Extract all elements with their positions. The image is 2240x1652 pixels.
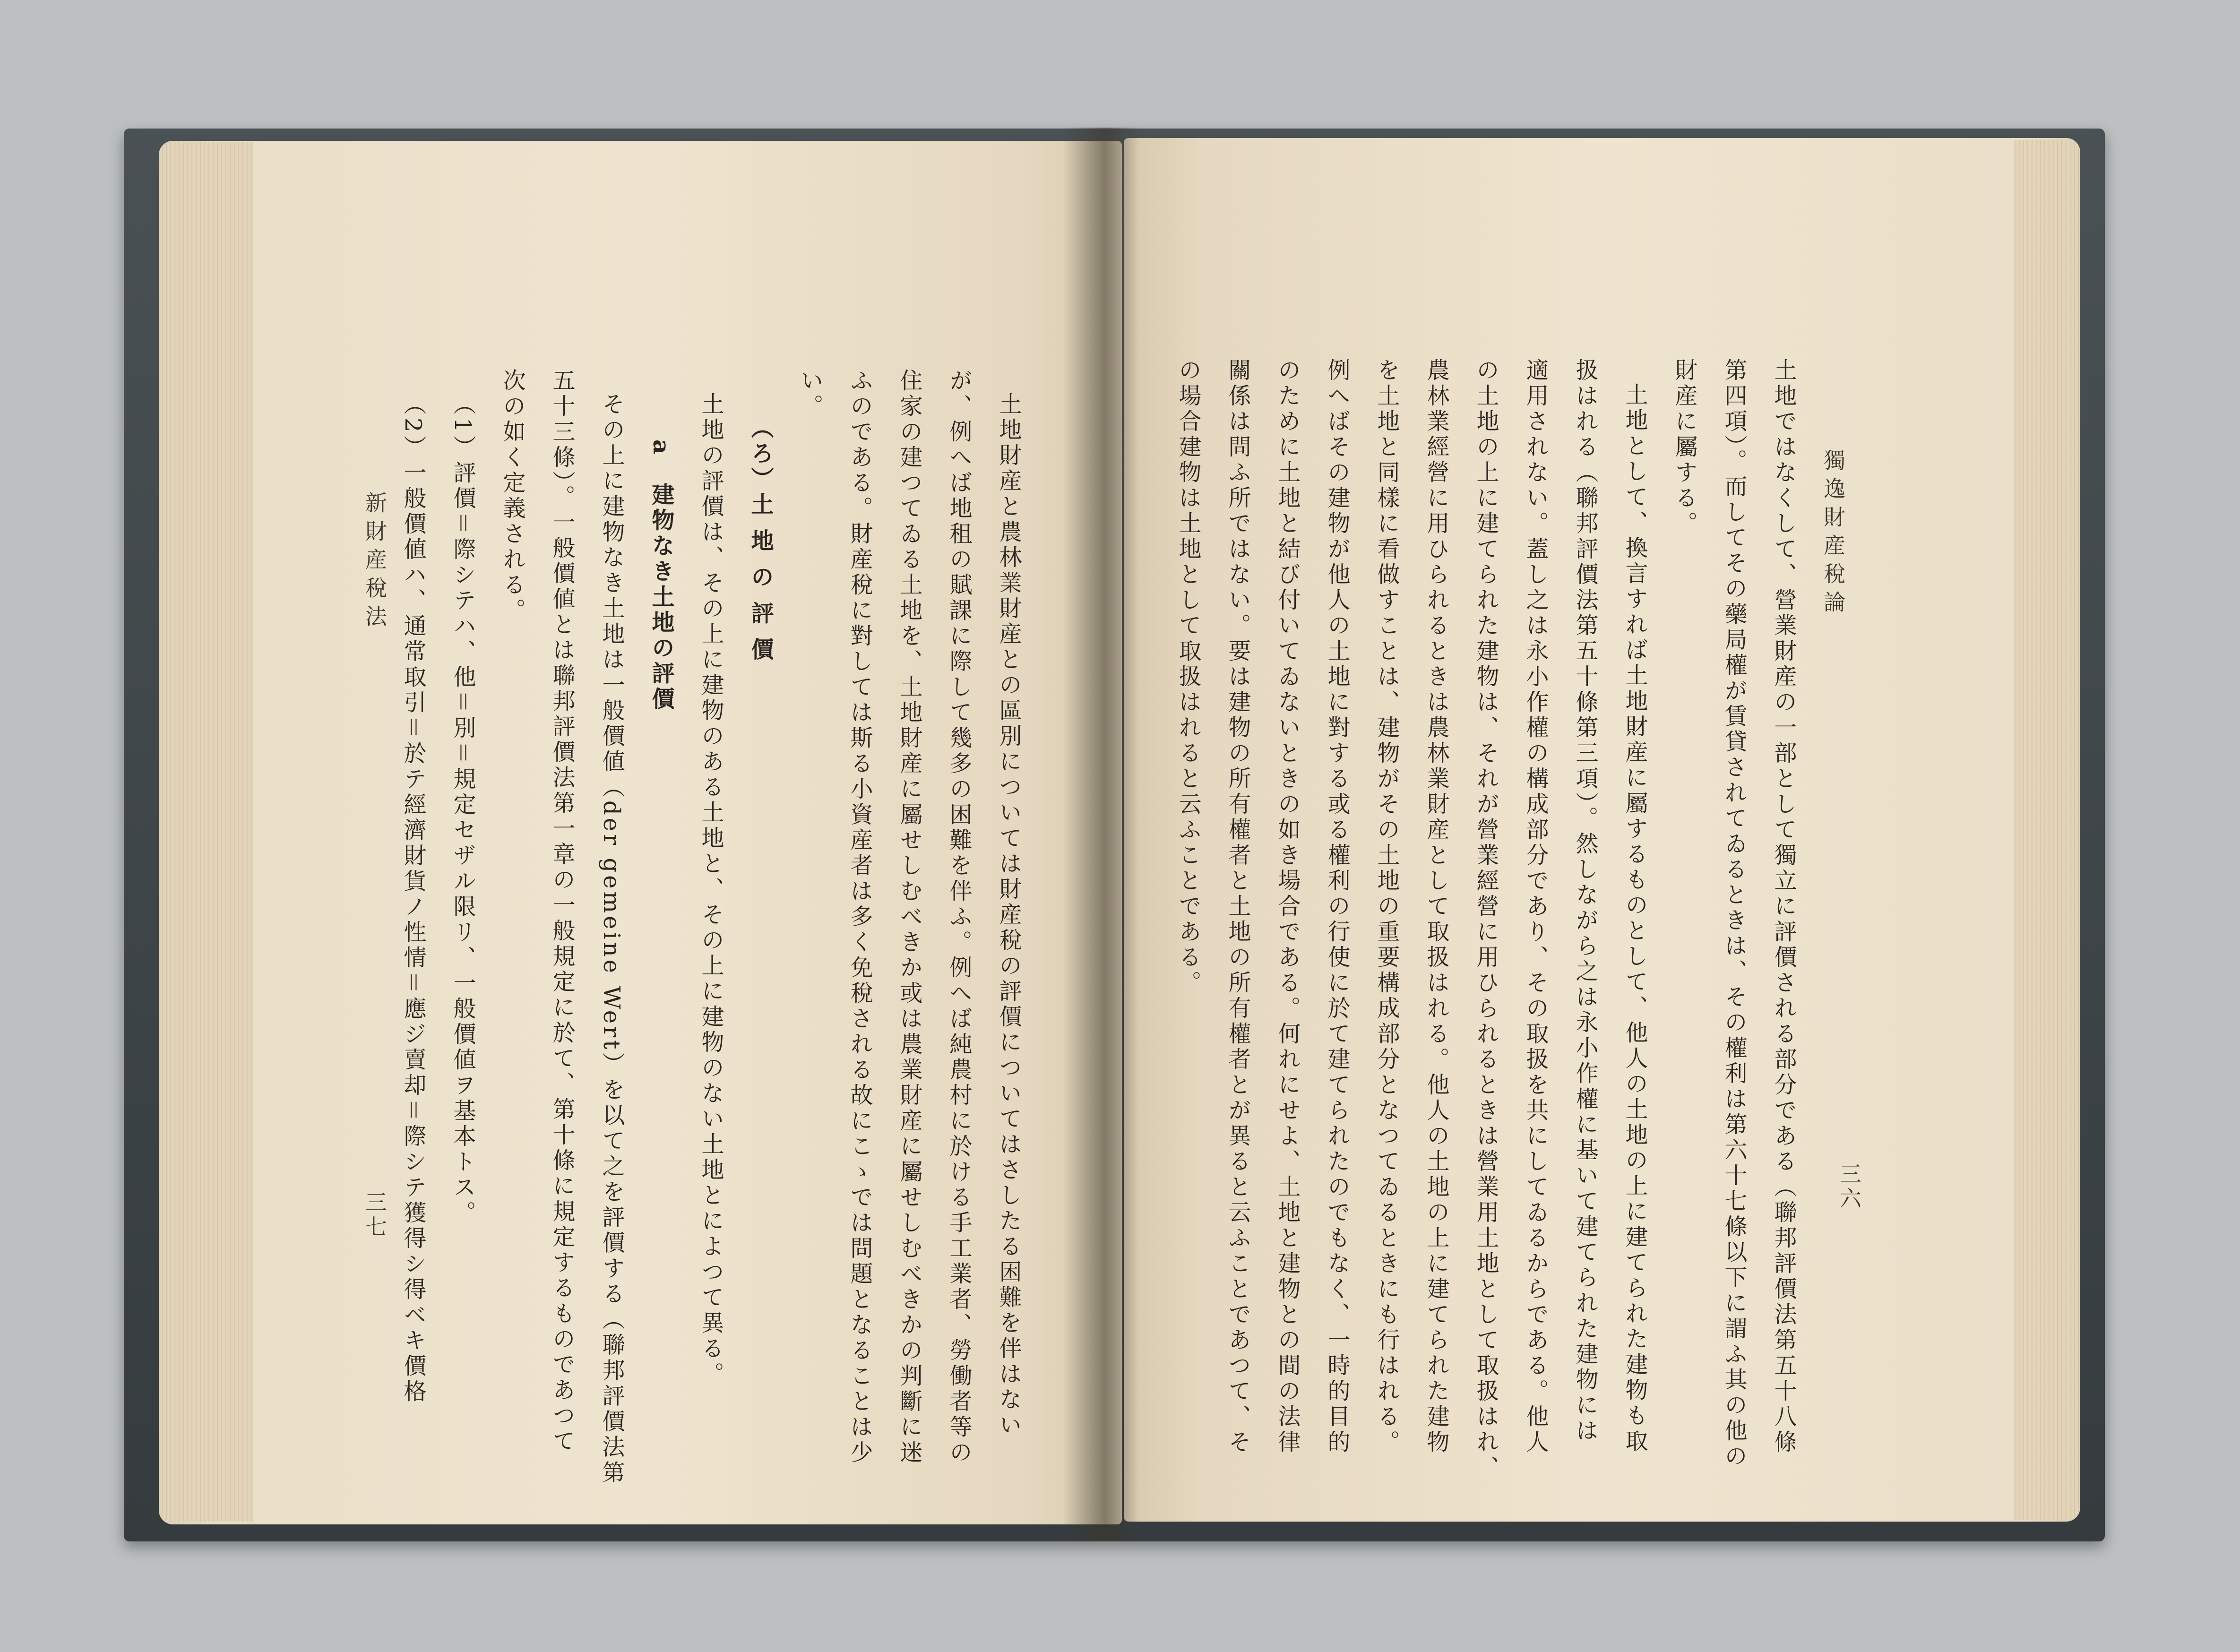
text-column: 土地財産と農林業財産との區別については財産稅の評價についてはさしたる困難を伴はない (995, 392, 1022, 1438)
text-column: 農林業經營に用ひられるときは農林業財産として取扱はれる。他人の土地の上に建てられた建物 (1423, 358, 1449, 1455)
subsection-heading: a 建物なき土地の評價 (648, 439, 674, 713)
text-column: い。 (797, 369, 823, 420)
page-number-right: 三六 (1836, 1162, 1862, 1212)
text-column: （1）評價＝際シテハ、他＝別＝規定セザル限リ、一般價値ヲ基本トス。 (449, 392, 476, 1226)
text-column: 次の如く定義される。 (499, 369, 526, 624)
text-column: 扱はれる（聯邦評價法第五十條第三項）。然しながら之は永小作權に基いて建てられた建物には (1572, 358, 1598, 1444)
left-page (159, 141, 1122, 1524)
text-column: 土地の評價は、その上に建物のある土地と、その上に建物のない土地とによつて異る。 (698, 392, 724, 1387)
left-page-edges (159, 142, 253, 1522)
text-column: 關係は問ふ所ではない。要は建物の所有權者と土地の所有權者とが異ると云ふことであつて、そ (1224, 358, 1251, 1455)
text-column: 住家の建つてゐる土地を、土地財産に屬せしむべきか或は農業財産に屬せしむべきかの判斷に迷 (896, 369, 922, 1466)
right-page (1124, 138, 2080, 1522)
text-column: の土地の上に建てられた建物は、それが營業經營に用ひられるときは營業用土地として取扱はれ、 (1473, 358, 1499, 1481)
text-column: 第四項）。而してその藥局權が賃貸されてゐるときは、その權利は第六十七條以下に謂ふ其の他の (1721, 358, 1747, 1470)
page-number-left: 三七 (362, 1191, 388, 1240)
text-column: 財産に屬する。 (1671, 358, 1697, 537)
text-column: その上に建物なき土地は一般價値（der gemeine Wert）を以て之を評價する（聯邦評價法第 (598, 392, 625, 1486)
running-head-right: 獨逸財産稅論 (1820, 449, 1846, 619)
text-column: の場合建物は土地として取扱はれると云ふことである。 (1175, 358, 1201, 996)
right-page-edges (2014, 140, 2080, 1520)
text-column: ふのである。財産稅に對しては斯る小資産者は多く免稅される故にこゝでは問題となることは少 (846, 369, 873, 1466)
text-column: （2）一般價値ハ、通常取引＝於テ經濟財貨ノ性情＝應ジ賣却＝際シテ獲得シ得ベキ價格 (400, 392, 426, 1405)
text-column: 土地ではなくして、營業財産の一部として獨立に評價される部分である（聯邦評價法第五十八條 (1770, 358, 1797, 1455)
text-column: 適用されない。蓋し之は永小作權の構成部分であり、その取扱を共にしてゐるからである。他人 (1522, 358, 1549, 1455)
text-column: を土地と同樣に看做すことは、建物がその土地の重要構成部分となつてゐるときにも行はれる。 (1373, 358, 1400, 1455)
text-column: のために土地と結び付いてゐないときの如き場合である。何れにせよ、土地と建物との間の法律 (1274, 358, 1301, 1455)
section-heading: （ろ）土 地 の 評 價 (747, 416, 774, 663)
text-column: 例へばその建物が他人の土地に對する或る權利の行使に於て建てられたのでもなく、一時的目的 (1324, 358, 1350, 1455)
text-column: 土地として、換言すれば土地財産に屬するものとして、他人の土地の上に建てられた建物も取 (1621, 383, 1648, 1454)
running-head-left: 新財産稅法 (362, 491, 388, 633)
text-column: が、例へば地租の賦課に際して幾多の困難を伴ふ。例へば純農村に於ける手工業者、勞働者等の (946, 369, 972, 1466)
text-column: 五十三條）。一般價値とは聯邦評價法第一章の一般規定に於て、第十條に規定するものであつて (549, 369, 575, 1454)
